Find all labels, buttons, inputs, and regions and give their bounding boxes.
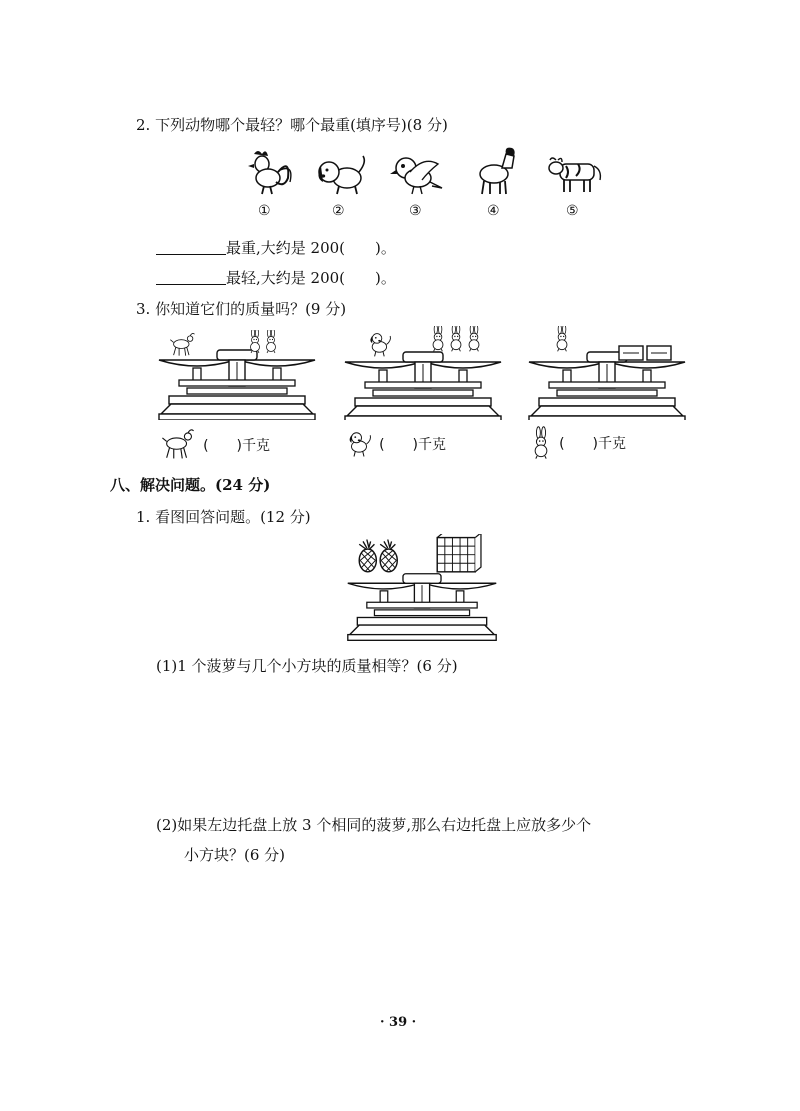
answer-blank-heaviest[interactable] xyxy=(156,240,226,255)
page-number: · 39 · xyxy=(380,1015,417,1030)
animal-label-4: ④ xyxy=(487,203,500,219)
section8-sub2-line2: 小方块？(6 分) xyxy=(184,846,286,864)
q3-answer-goat xyxy=(158,428,270,462)
q3-answer-dog-text[interactable]: ( )千克 xyxy=(379,437,447,453)
animal-goat-icon xyxy=(468,146,524,196)
q2-line2-text: 最轻,大约是 200( )。 xyxy=(226,269,396,287)
section8-q1-title: 1. 看图回答问题。(12 分) xyxy=(136,508,311,526)
animal-bird-icon xyxy=(388,150,444,198)
answer-blank-lightest[interactable] xyxy=(156,270,226,285)
animal-dog-icon xyxy=(313,150,369,198)
dog-icon xyxy=(344,426,374,462)
q3-answer-goat-text[interactable]: ( )千克 xyxy=(203,438,271,454)
balance-scale-3 xyxy=(522,326,692,420)
q3-answer-rabbit xyxy=(528,424,626,462)
balance-scale-pineapple-cubes xyxy=(344,534,500,642)
q2-line-lightest xyxy=(156,267,396,288)
section8-title: 八、解决问题。(24 分) xyxy=(110,476,271,494)
animal-cow-icon xyxy=(548,150,604,196)
q2-line1-text: 最重,大约是 200( )。 xyxy=(226,239,396,257)
balance-scale-2 xyxy=(338,326,508,420)
goat-icon xyxy=(158,428,198,462)
section8-sub1: (1)1 个菠萝与几个小方块的质量相等？(6 分) xyxy=(156,657,458,675)
animal-label-1: ① xyxy=(258,203,271,219)
balance-scale-1 xyxy=(152,330,322,420)
q3-answer-rabbit-text[interactable]: ( )千克 xyxy=(559,436,627,452)
q3-title: 3. 你知道它们的质量吗？(9 分) xyxy=(136,300,347,318)
q2-title: 2. 下列动物哪个最轻？哪个最重(填序号)(8 分) xyxy=(136,116,448,134)
animal-label-5: ⑤ xyxy=(566,203,579,219)
animal-label-2: ② xyxy=(332,203,345,219)
section8-sub2-line1: (2)如果左边托盘上放 3 个相同的菠萝,那么右边托盘上应放多少个 xyxy=(156,816,592,834)
q3-answer-dog xyxy=(344,426,446,462)
q2-line-heaviest xyxy=(156,237,396,258)
rabbit-icon xyxy=(528,424,554,462)
animal-rooster-icon xyxy=(240,148,296,196)
animal-label-3: ③ xyxy=(409,203,422,219)
